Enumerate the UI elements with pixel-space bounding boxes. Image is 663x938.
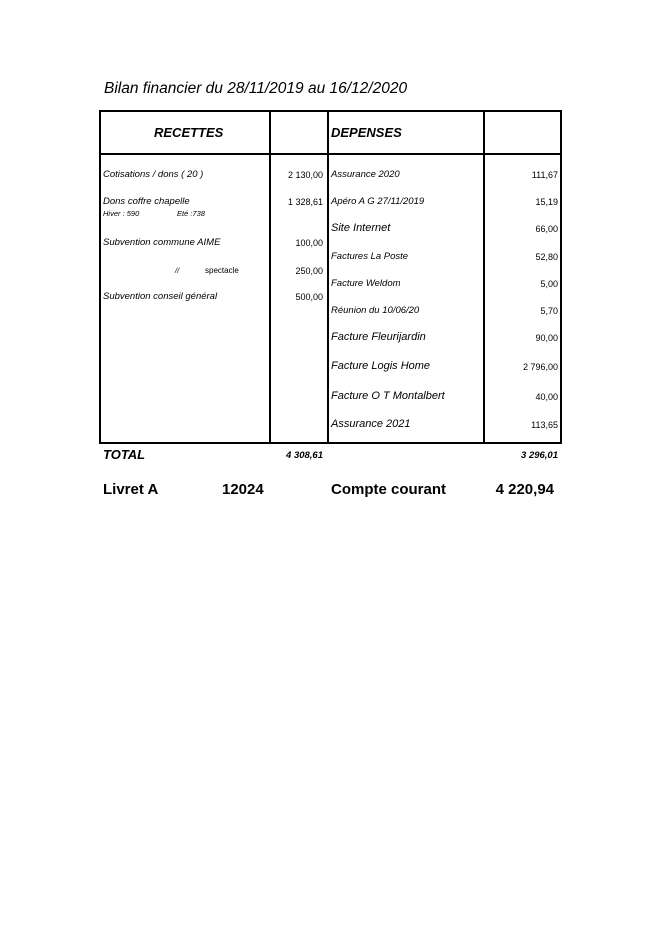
depense-amount-10: 113,65	[531, 420, 558, 430]
recette-label-4: spectacle	[205, 266, 239, 275]
depense-amount-2: 15,19	[535, 197, 558, 207]
header-divider	[101, 153, 560, 155]
recette-amount-3: 100,00	[295, 238, 323, 248]
depense-amount-5: 5,00	[540, 279, 558, 289]
recette-label-3: Subvention commune AIME	[103, 237, 221, 248]
recette-label-5: Subvention conseil général	[103, 291, 218, 302]
recette-sub-ete: Eté :738	[177, 209, 205, 218]
depense-label-3: Site Internet	[331, 222, 391, 234]
depense-label-6: Réunion du 10/06/20	[331, 305, 420, 316]
livret-label: Livret A	[103, 481, 159, 498]
depense-amount-4: 52,80	[535, 252, 558, 262]
depense-amount-9: 40,00	[535, 392, 558, 402]
livret-value: 12024	[222, 481, 264, 498]
depense-amount-1: 111,67	[531, 170, 558, 180]
depense-label-1: Assurance 2020	[331, 169, 400, 180]
depense-label-4: Factures La Poste	[331, 251, 409, 262]
depense-amount-8: 2 796,00	[522, 362, 558, 372]
depense-amount-7: 90,00	[535, 333, 558, 343]
column-divider	[269, 112, 271, 442]
recette-label-2: Dons coffre chapelle	[103, 196, 190, 207]
recette-label-1: Cotisations / dons ( 20 )	[103, 169, 204, 180]
recette-amount-1: 2 130,00	[287, 170, 323, 180]
depense-label-9: Facture O T Montalbert	[331, 390, 445, 402]
total-recettes: 4 308,61	[286, 450, 323, 461]
depense-label-2: Apéro A G 27/11/2019	[331, 196, 425, 207]
depense-amount-3: 66,00	[535, 224, 558, 234]
page-title: Bilan financier du 28/11/2019 au 16/12/2020	[104, 80, 408, 97]
header-recettes: RECETTES	[154, 125, 224, 140]
depense-label-5: Facture Weldom	[331, 278, 401, 289]
recette-amount-4: 250,00	[295, 266, 323, 276]
depense-label-8: Facture Logis Home	[331, 360, 431, 372]
recette-amount-5: 500,00	[295, 292, 323, 302]
depense-amount-6: 5,70	[540, 306, 558, 316]
column-divider	[483, 112, 485, 442]
compte-value: 4 220,94	[495, 481, 554, 498]
recette-amount-2: 1 328,61	[287, 197, 323, 207]
compte-label: Compte courant	[331, 481, 447, 498]
depense-label-7: Facture Fleurijardin	[331, 331, 426, 343]
depense-label-10: Assurance 2021	[331, 418, 411, 430]
recette-sub-hiver: Hiver : 590	[103, 209, 140, 218]
header-depenses: DEPENSES	[331, 125, 402, 140]
column-divider	[327, 112, 329, 442]
total-depenses: 3 296,01	[521, 450, 558, 461]
recette-label-4-ditto: //	[175, 266, 180, 275]
total-label: TOTAL	[103, 447, 146, 462]
